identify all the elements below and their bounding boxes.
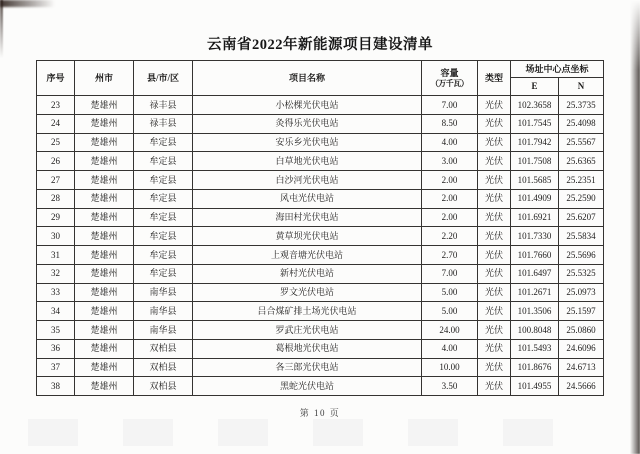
cell-index: 26 (37, 152, 75, 171)
cell-e: 101.7508 (511, 152, 559, 171)
cell-type: 光伏 (478, 152, 511, 171)
cell-type: 光伏 (478, 321, 511, 340)
cell-type: 光伏 (478, 302, 511, 321)
table-header (37, 61, 604, 96)
cell-capacity: 4.00 (422, 133, 478, 152)
cell-capacity: 3.50 (422, 377, 478, 396)
table-body (37, 96, 604, 396)
capacity-header-line2: （万千瓦） (430, 79, 469, 88)
cell-n: 24.5666 (559, 377, 604, 396)
cell-project: 上观音塘光伏电站 (193, 246, 422, 265)
cell-n: 25.6207 (559, 208, 604, 227)
cell-e: 101.5685 (511, 171, 559, 190)
table-row (37, 358, 604, 377)
cell-capacity: 4.00 (422, 339, 478, 358)
cell-capacity: 7.00 (422, 264, 478, 283)
cell-n: 25.2351 (559, 171, 604, 190)
cell-county: 南华县 (134, 283, 193, 302)
cell-project: 各三郎光伏电站 (193, 358, 422, 377)
col-header-e: E (511, 78, 559, 96)
cell-prefecture: 楚雄州 (75, 208, 134, 227)
cell-type: 光伏 (478, 189, 511, 208)
cell-type: 光伏 (478, 246, 511, 265)
cell-e: 101.6497 (511, 264, 559, 283)
table-row (37, 227, 604, 246)
cell-e: 101.4909 (511, 189, 559, 208)
cell-e: 101.7545 (511, 114, 559, 133)
table-row (37, 152, 604, 171)
cell-county: 双柏县 (134, 377, 193, 396)
cell-prefecture: 楚雄州 (75, 283, 134, 302)
cell-county: 禄丰县 (134, 96, 193, 115)
cell-county: 牟定县 (134, 227, 193, 246)
cell-index: 23 (37, 96, 75, 115)
cell-project: 黄草坝光伏电站 (193, 227, 422, 246)
cell-capacity: 7.00 (422, 96, 478, 115)
table-row (37, 189, 604, 208)
cell-type: 光伏 (478, 377, 511, 396)
col-header-type: 类型 (478, 61, 511, 96)
cell-prefecture: 楚雄州 (75, 171, 134, 190)
cell-prefecture: 楚雄州 (75, 227, 134, 246)
cell-index: 31 (37, 246, 75, 265)
cell-capacity: 2.00 (422, 189, 478, 208)
col-header-project: 项目名称 (193, 61, 422, 96)
cell-e: 101.5493 (511, 339, 559, 358)
cell-prefecture: 楚雄州 (75, 321, 134, 340)
cell-prefecture: 楚雄州 (75, 246, 134, 265)
cell-prefecture: 楚雄州 (75, 358, 134, 377)
cell-e: 100.8048 (511, 321, 559, 340)
cell-n: 25.6365 (559, 152, 604, 171)
cell-county: 牟定县 (134, 152, 193, 171)
cell-project: 小松棵光伏电站 (193, 96, 422, 115)
cell-index: 35 (37, 321, 75, 340)
table-row (37, 264, 604, 283)
cell-index: 25 (37, 133, 75, 152)
cell-capacity: 2.00 (422, 208, 478, 227)
cell-county: 牟定县 (134, 208, 193, 227)
cell-index: 38 (37, 377, 75, 396)
cell-index: 34 (37, 302, 75, 321)
cell-prefecture: 楚雄州 (75, 114, 134, 133)
cell-prefecture: 楚雄州 (75, 133, 134, 152)
cell-capacity: 2.20 (422, 227, 478, 246)
cell-prefecture: 楚雄州 (75, 377, 134, 396)
cell-county: 禄丰县 (134, 114, 193, 133)
cell-e: 101.2671 (511, 283, 559, 302)
cell-n: 25.0860 (559, 321, 604, 340)
table-row (37, 321, 604, 340)
cell-n: 24.6096 (559, 339, 604, 358)
scan-edge-top-left (0, 0, 55, 7)
table-row (37, 96, 604, 115)
cell-capacity: 5.00 (422, 302, 478, 321)
page-number: 第 10 页 (299, 408, 341, 418)
col-header-county: 县/市/区 (134, 61, 193, 96)
cell-type: 光伏 (478, 283, 511, 302)
page-title: 云南省2022年新能源项目建设清单 (207, 37, 433, 53)
cell-index: 27 (37, 171, 75, 190)
cell-project: 风屯光伏电站 (193, 189, 422, 208)
cell-prefecture: 楚雄州 (75, 189, 134, 208)
cell-index: 29 (37, 208, 75, 227)
col-header-capacity (422, 61, 478, 96)
cell-county: 牟定县 (134, 171, 193, 190)
cell-project: 白草地光伏电站 (193, 152, 422, 171)
cell-county: 牟定县 (134, 189, 193, 208)
cell-e: 101.8676 (511, 358, 559, 377)
table-row (37, 339, 604, 358)
cell-project: 新村光伏电站 (193, 264, 422, 283)
cell-prefecture: 楚雄州 (75, 152, 134, 171)
cell-project: 罗文光伏电站 (193, 283, 422, 302)
cell-county: 南华县 (134, 302, 193, 321)
scan-edge-left (0, 0, 3, 58)
cell-capacity: 2.70 (422, 246, 478, 265)
cell-n: 25.5696 (559, 246, 604, 265)
cell-prefecture: 楚雄州 (75, 96, 134, 115)
cell-e: 101.3506 (511, 302, 559, 321)
cell-n: 25.0973 (559, 283, 604, 302)
cell-prefecture: 楚雄州 (75, 302, 134, 321)
cell-capacity: 24.00 (422, 321, 478, 340)
cell-project: 灸得乐光伏电站 (193, 114, 422, 133)
col-header-index: 序号 (37, 61, 75, 96)
cell-n: 25.5834 (559, 227, 604, 246)
cell-e: 101.7660 (511, 246, 559, 265)
cell-project: 葛根地光伏电站 (193, 339, 422, 358)
cell-type: 光伏 (478, 114, 511, 133)
cell-n: 25.5325 (559, 264, 604, 283)
header-row-1 (37, 61, 604, 78)
cell-capacity: 8.50 (422, 114, 478, 133)
cell-n: 24.6713 (559, 358, 604, 377)
table-row (37, 302, 604, 321)
capacity-header-line1: 容量 (440, 67, 459, 78)
cell-n: 25.3735 (559, 96, 604, 115)
cell-index: 37 (37, 358, 75, 377)
cell-index: 28 (37, 189, 75, 208)
cell-prefecture: 楚雄州 (75, 264, 134, 283)
cell-type: 光伏 (478, 358, 511, 377)
cell-index: 33 (37, 283, 75, 302)
cell-type: 光伏 (478, 171, 511, 190)
cell-type: 光伏 (478, 227, 511, 246)
cell-type: 光伏 (478, 96, 511, 115)
cell-capacity: 3.00 (422, 152, 478, 171)
table-row (37, 377, 604, 396)
cell-e: 102.3658 (511, 96, 559, 115)
cell-n: 25.1597 (559, 302, 604, 321)
cell-project: 黑蛇光伏电站 (193, 377, 422, 396)
cell-project: 海田村光伏电站 (193, 208, 422, 227)
cell-project: 罗武庄光伏电站 (193, 321, 422, 340)
cell-n: 25.4098 (559, 114, 604, 133)
cell-capacity: 5.00 (422, 283, 478, 302)
cell-county: 双柏县 (134, 358, 193, 377)
table-row (37, 133, 604, 152)
cell-county: 双柏县 (134, 339, 193, 358)
table-row (37, 283, 604, 302)
table-row (37, 208, 604, 227)
cell-index: 30 (37, 227, 75, 246)
col-header-coords-group: 场址中心点坐标 (511, 61, 604, 78)
scan-edge-right (630, 0, 640, 454)
page-bleed-through (28, 419, 590, 446)
cell-project: 安乐乡光伏电站 (193, 133, 422, 152)
cell-county: 牟定县 (134, 133, 193, 152)
cell-e: 101.7330 (511, 227, 559, 246)
col-header-prefecture: 州市 (75, 61, 134, 96)
cell-index: 32 (37, 264, 75, 283)
cell-e: 101.4955 (511, 377, 559, 396)
cell-type: 光伏 (478, 339, 511, 358)
cell-n: 25.5567 (559, 133, 604, 152)
cell-project: 吕合煤矿排土场光伏电站 (193, 302, 422, 321)
cell-e: 101.6921 (511, 208, 559, 227)
cell-type: 光伏 (478, 208, 511, 227)
cell-capacity: 2.00 (422, 171, 478, 190)
cell-index: 24 (37, 114, 75, 133)
cell-n: 25.2590 (559, 189, 604, 208)
cell-e: 101.7942 (511, 133, 559, 152)
cell-type: 光伏 (478, 264, 511, 283)
cell-county: 牟定县 (134, 246, 193, 265)
cell-type: 光伏 (478, 133, 511, 152)
cell-capacity: 10.00 (422, 358, 478, 377)
cell-project: 白沙河光伏电站 (193, 171, 422, 190)
table-row (37, 114, 604, 133)
cell-county: 南华县 (134, 321, 193, 340)
cell-prefecture: 楚雄州 (75, 339, 134, 358)
table-row (37, 246, 604, 265)
cell-county: 牟定县 (134, 264, 193, 283)
col-header-n: N (559, 78, 604, 96)
table-row (37, 171, 604, 190)
project-table (36, 60, 604, 396)
cell-index: 36 (37, 339, 75, 358)
